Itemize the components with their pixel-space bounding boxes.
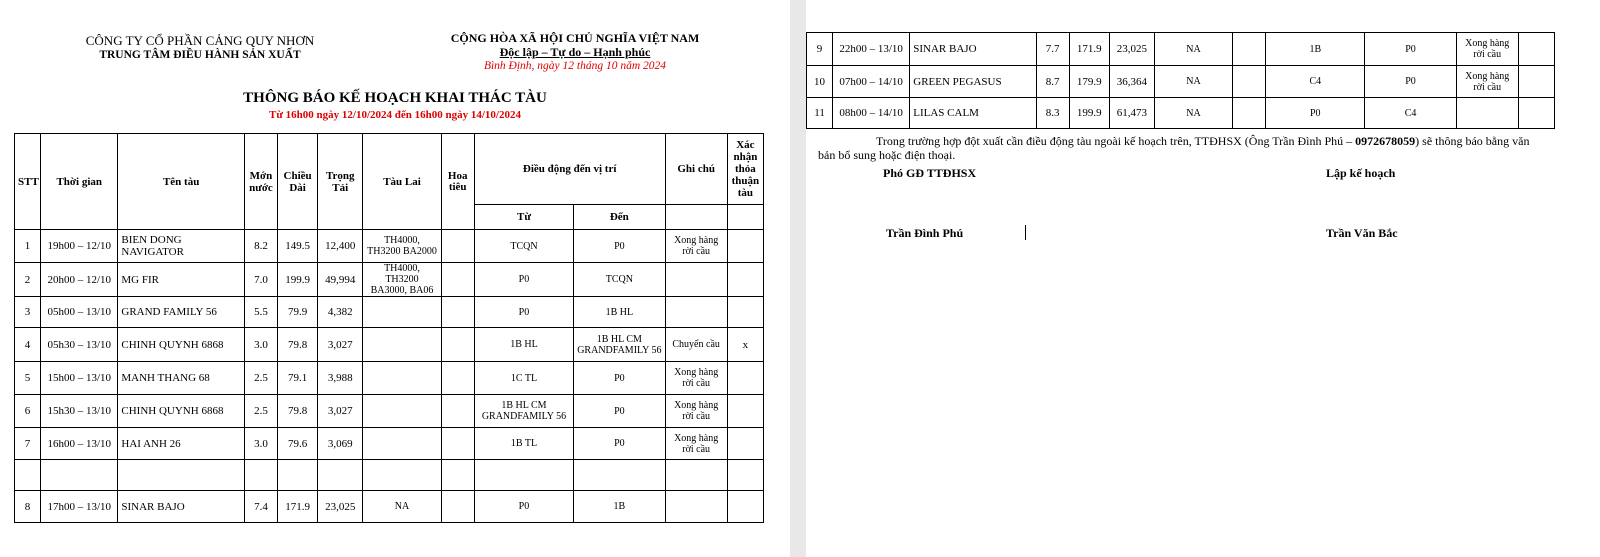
cell-tug [363,460,441,491]
cell-pilot [441,230,474,263]
cell-from: 1B [1266,33,1365,66]
cell-confirm [727,230,763,263]
cell-tonnage: 3,027 [318,328,363,362]
cell-from: P0 [474,263,573,297]
cell-tonnage: 3,027 [318,395,363,428]
cell-ship: SINAR BAJO [118,491,245,523]
cell-confirm [1518,98,1554,129]
cell-pilot [1233,66,1266,98]
cell-time [41,460,118,491]
cell-confirm [1518,33,1554,66]
cell-tonnage: 12,400 [318,230,363,263]
cell-stt: 10 [807,66,833,98]
header-tug: Tàu Lai [363,134,441,230]
header-from: Từ [474,205,573,230]
cell-note [665,263,727,297]
cell-pilot [441,362,474,395]
cell-tug: NA [363,491,441,523]
cell-from: 1C TL [474,362,573,395]
header-length: Chiều Dài [278,134,318,230]
cell-from: P0 [1266,98,1365,129]
cell-tonnage: 36,364 [1109,66,1154,98]
cell-note: Xong hàng rời cầu [1456,33,1518,66]
cell-draft: 8.3 [1036,98,1069,129]
header-stt: STT [15,134,41,230]
table-row [15,395,764,428]
contact-phone: 0972678059 [1355,134,1416,148]
document-page-1 [0,0,790,557]
cell-from: 1B HL [474,328,573,362]
cell-tonnage: 23,025 [318,491,363,523]
cell-tug [363,428,441,460]
cell-note: Xong hàng rời cầu [665,362,727,395]
header-to: Đến [574,205,665,230]
cell-tonnage: 23,025 [1109,33,1154,66]
cell-stt [15,460,41,491]
cell-stt: 5 [15,362,41,395]
cell-ship: SINAR BAJO [910,33,1036,66]
ship-plan-table [14,133,764,523]
footer-note: Trong trường hợp đột xuất cần điều động tàu ngoài kế hoạch trên, TTĐHSX (Ông Trần Đình Phú – 0972678059) sẽ thông báo bằng văn bản bổ sung hoặc điện thoại. [818,134,1530,162]
cell-length: 179.9 [1069,66,1109,98]
cell-tug: TH4000, TH3200 BA2000 [363,230,441,263]
cell-length: 171.9 [1069,33,1109,66]
document-subtitle: Từ 16h00 ngày 12/10/2024 đến 16h00 ngày 14/10/2024 [268,109,521,121]
table-row [15,362,764,395]
cell-draft: 7.0 [244,263,277,297]
cell-tonnage [318,460,363,491]
header-ship: Tên tàu [118,134,245,230]
cell-draft: 5.5 [244,297,277,328]
cell-draft: 2.5 [244,395,277,428]
cell-ship: CHINH QUYNH 6868 [118,395,245,428]
cell-to: 1B HL [574,297,665,328]
header-pilot: Hoa tiêu [441,134,474,230]
cell-confirm [1518,66,1554,98]
cell-stt: 1 [15,230,41,263]
cell-tonnage: 4,382 [318,297,363,328]
cell-pilot [441,328,474,362]
cell-length: 149.5 [278,230,318,263]
cell-from: TCQN [474,230,573,263]
cell-to: C4 [1365,98,1456,129]
nation-name: CỘNG HÒA XÃ HỘI CHỦ NGHĨA VIỆT NAM [450,31,700,45]
text-cursor [1025,225,1026,240]
header-confirm: Xác nhận thỏa thuận tàu [727,134,763,205]
cell-confirm [727,297,763,328]
cell-confirm [727,362,763,395]
cell-stt: 3 [15,297,41,328]
table-row [15,230,764,263]
document-date: Bình Định, ngày 12 tháng 10 năm 2024 [483,60,667,72]
cell-tug [363,395,441,428]
cell-ship [118,460,245,491]
cell-confirm [727,460,763,491]
cell-stt: 4 [15,328,41,362]
cell-tug [363,297,441,328]
cell-time: 07h00 – 14/10 [833,66,910,98]
cell-pilot [441,263,474,297]
cell-draft: 7.4 [244,491,277,523]
cell-to [574,460,665,491]
department-name: TRUNG TÂM ĐIỀU HÀNH SẢN XUẤT [99,49,301,61]
table-row [15,460,764,491]
cell-to: P0 [574,395,665,428]
cell-from: P0 [474,491,573,523]
cell-length: 171.9 [278,491,318,523]
cell-pilot [441,460,474,491]
cell-note [665,460,727,491]
cell-length: 79.8 [278,328,318,362]
cell-pilot [1233,33,1266,66]
cell-confirm [727,263,763,297]
ship-plan-table-continued [806,32,1555,129]
cell-stt: 7 [15,428,41,460]
cell-pilot [1233,98,1266,129]
cell-ship: GREEN PEGASUS [910,66,1036,98]
sign-left-title: Phó GĐ TTĐHSX [883,166,977,180]
table-row [15,297,764,328]
table-row [15,428,764,460]
cell-length: 79.6 [278,428,318,460]
cell-to: 1B [574,491,665,523]
company-name: CÔNG TY CỔ PHẦN CẢNG QUY NHƠN [85,33,315,48]
header-note: Ghi chú [665,134,727,205]
cell-from [474,460,573,491]
cell-to: P0 [574,230,665,263]
table-row [15,263,764,297]
cell-length: 199.9 [1069,98,1109,129]
header-draft: Mớn nước [244,134,277,230]
cell-tonnage: 3,069 [318,428,363,460]
cell-pilot [441,395,474,428]
cell-tug: NA [1154,98,1232,129]
cell-ship: LILAS CALM [910,98,1036,129]
cell-note: Chuyển cầu [665,328,727,362]
sign-left-name: Trần Đình Phú [886,226,964,240]
cell-time: 19h00 – 12/10 [41,230,118,263]
cell-ship: BIEN DONG NAVIGATOR [118,230,245,263]
document-title: THÔNG BÁO KẾ HOẠCH KHAI THÁC TÀU [243,90,547,106]
cell-note: Xong hàng rời cầu [1456,66,1518,98]
cell-stt: 6 [15,395,41,428]
cell-length: 79.9 [278,297,318,328]
cell-ship: GRAND FAMILY 56 [118,297,245,328]
cell-time: 17h00 – 13/10 [41,491,118,523]
cell-confirm [727,491,763,523]
cell-note [1456,98,1518,129]
sign-right-name: Trần Văn Bắc [1326,226,1398,240]
cell-stt: 8 [15,491,41,523]
cell-to: P0 [1365,66,1456,98]
nation-header [410,31,740,73]
cell-from: P0 [474,297,573,328]
document-page-2 [806,0,1600,557]
header-tonnage: Trọng Tải [318,134,363,230]
cell-time: 05h00 – 13/10 [41,297,118,328]
table-row [15,491,764,523]
cell-draft: 8.2 [244,230,277,263]
cell-confirm [727,395,763,428]
cell-pilot [441,491,474,523]
table-row [807,33,1555,66]
cell-to: P0 [574,428,665,460]
table-row [807,66,1555,98]
cell-ship: HAI ANH 26 [118,428,245,460]
cell-note: Xong hàng rời cầu [665,395,727,428]
cell-ship: MG FIR [118,263,245,297]
cell-time: 05h30 – 13/10 [41,328,118,362]
cell-tug: TH4000, TH3200 BA3000, BA06 [363,263,441,297]
cell-draft: 2.5 [244,362,277,395]
cell-time: 16h00 – 13/10 [41,428,118,460]
cell-draft [244,460,277,491]
cell-from: 1B HL CM GRANDFAMILY 56 [474,395,573,428]
cell-stt: 2 [15,263,41,297]
cell-tug: NA [1154,33,1232,66]
header-move: Điều động đến vị trí [474,134,665,205]
header-time: Thời gian [41,134,118,230]
cell-tonnage: 61,473 [1109,98,1154,129]
cell-ship: CHINH QUYNH 6868 [118,328,245,362]
cell-tonnage: 49,994 [318,263,363,297]
cell-confirm: x [727,328,763,362]
cell-stt: 9 [807,33,833,66]
cell-to: TCQN [574,263,665,297]
cell-from: 1B TL [474,428,573,460]
cell-time: 15h30 – 13/10 [41,395,118,428]
cell-from: C4 [1266,66,1365,98]
cell-length: 79.8 [278,395,318,428]
cell-draft: 3.0 [244,328,277,362]
cell-draft: 3.0 [244,428,277,460]
cell-note: Xong hàng rời cầu [665,230,727,263]
sign-right-title: Lập kế hoạch [1326,166,1396,180]
cell-note [665,297,727,328]
cell-tonnage: 3,988 [318,362,363,395]
cell-to: 1B HL CM GRANDFAMILY 56 [574,328,665,362]
cell-length: 79.1 [278,362,318,395]
cell-pilot [441,297,474,328]
cell-confirm [727,428,763,460]
cell-pilot [441,428,474,460]
cell-time: 20h00 – 12/10 [41,263,118,297]
table-row [807,98,1555,129]
cell-length [278,460,318,491]
cell-draft: 8.7 [1036,66,1069,98]
company-header [40,34,360,62]
cell-time: 22h00 – 13/10 [833,33,910,66]
cell-tug: NA [1154,66,1232,98]
cell-to: P0 [1365,33,1456,66]
cell-note [665,491,727,523]
cell-stt: 11 [807,98,833,129]
cell-tug [363,328,441,362]
table-row [15,328,764,362]
cell-time: 15h00 – 13/10 [41,362,118,395]
nation-motto: Độc lập – Tự do – Hạnh phúc [499,45,651,59]
cell-tug [363,362,441,395]
cell-length: 199.9 [278,263,318,297]
cell-draft: 7.7 [1036,33,1069,66]
cell-time: 08h00 – 14/10 [833,98,910,129]
cell-ship: MANH THANG 68 [118,362,245,395]
cell-to: P0 [574,362,665,395]
cell-note: Xong hàng rời cầu [665,428,727,460]
